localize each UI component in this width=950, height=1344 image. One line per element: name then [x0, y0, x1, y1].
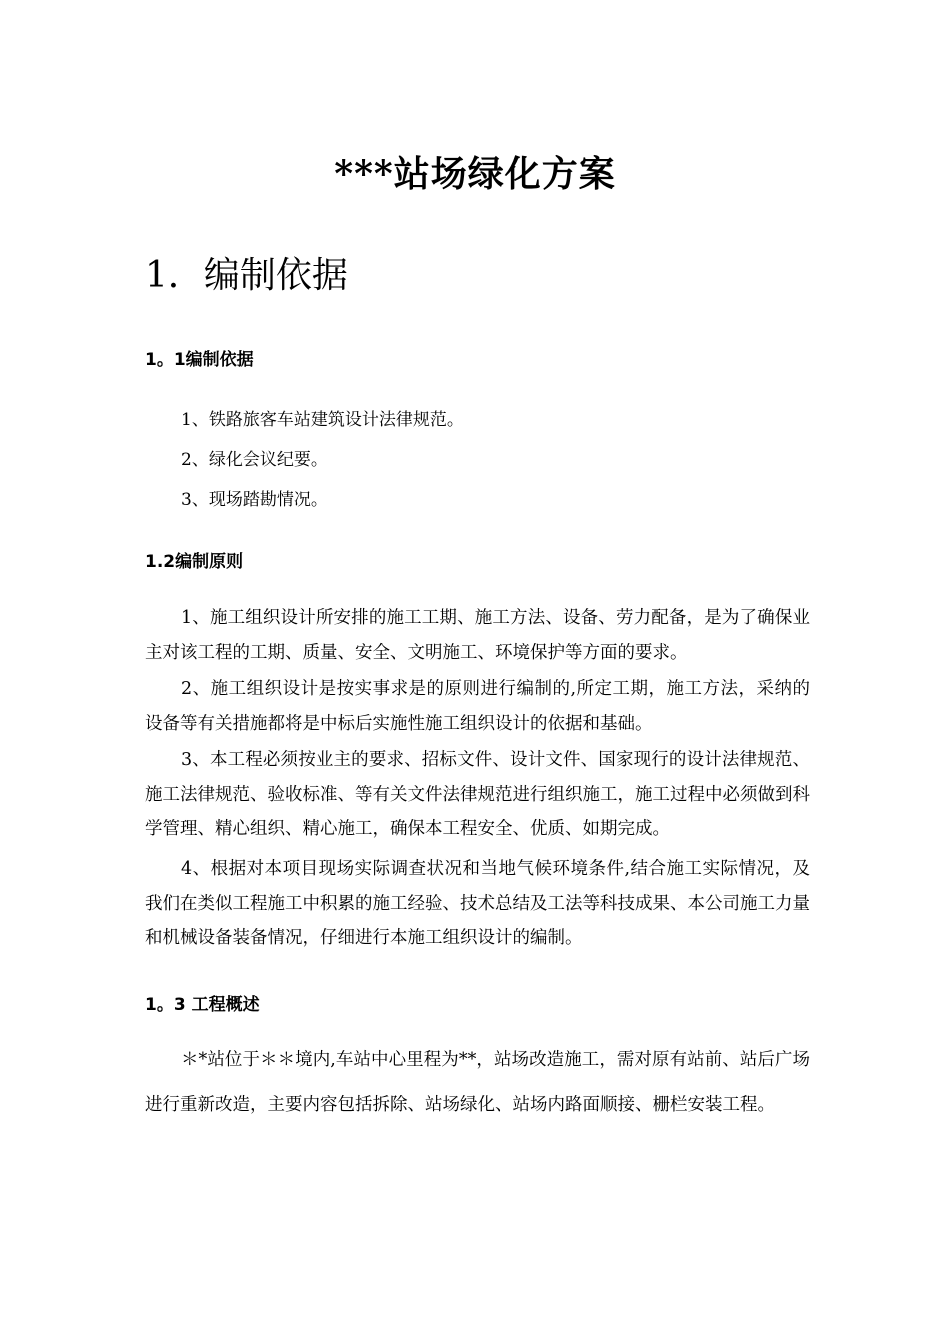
list-item: 1、铁路旅客车站建筑设计法律规范。: [181, 410, 464, 430]
list-item: 2、绿化会议纪要。: [181, 450, 328, 470]
document-title: ***站场绿化方案: [334, 153, 616, 195]
subsection-heading-1-2: 1.2编制原则: [145, 552, 244, 572]
paragraph: 2、施工组织设计是按实事求是的原则进行编制的,所定工期，施工方法，采纳的设备等有关措施都将是中标后实施性施工组织设计的依据和基础。: [145, 679, 810, 734]
subsection-heading-1-1: 1。1编制依据: [145, 350, 254, 370]
subsection-heading-1-3: 1。3 工程概述: [145, 995, 260, 1015]
list-item: 3、现场踏勘情况。: [181, 490, 328, 510]
paragraph: 3、本工程必须按业主的要求、招标文件、设计文件、国家现行的设计法律规范、施工法律规范、验收标准、等有关文件法律规范进行组织施工，施工过程中必须做到科学管理、精心组织、精心施工，确保本工程安全、优质、如期完成。: [145, 750, 810, 839]
paragraph: 4、根据对本项目现场实际调查状况和当地气候环境条件,结合施工实际情况，及我们在类似工程施工中积累的施工经验、技术总结及工法等科技成果、本公司施工力量和机械设备装备情况，仔细进行本施工组织设计的编制。: [145, 859, 810, 948]
paragraph: 1、施工组织设计所安排的施工工期、施工方法、设备、劳力配备，是为了确保业主对该工程的工期、质量、安全、文明施工、环境保护等方面的要求。: [145, 608, 810, 663]
paragraph: ＊*站位于＊＊境内,车站中心里程为**，站场改造施工，需对原有站前、站后广场进行重新改造，主要内容包括拆除、站场绿化、站场内路面顺接、栅栏安装工程。: [145, 1050, 810, 1115]
section-heading-1: 1．编制依据: [145, 255, 348, 296]
